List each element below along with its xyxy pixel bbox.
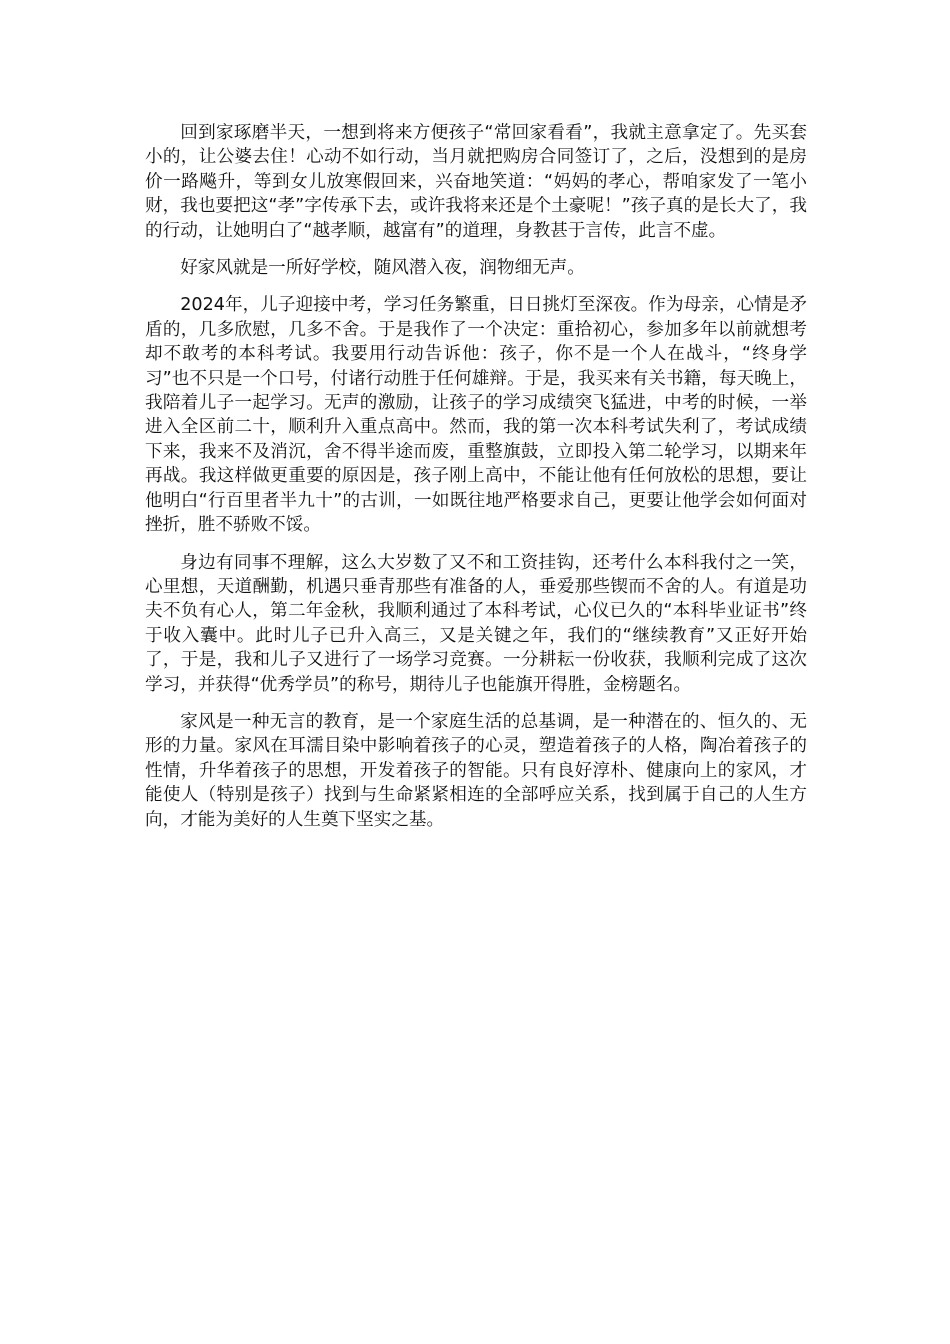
paragraph-5: 家风是一种无言的教育，是一个家庭生活的总基调，是一种潜在的、恒久的、无形的力量。家风在耳濡目染中影响着孩子的心灵，塑造着孩子的人格，陶冶着孩子的性情，升华着孩子的思想，开发着孩子的智能。只有良好淳朴、健康向上的家风，才能使人（特别是孩子）找到与生命紧紧相连的全部呼应关系，找到属于自己的人生方向，才能为美好的人生奠下坚实之基。 [145,711,807,830]
paragraph-1: 回到家琢磨半天，一想到将来方便孩子“常回家看看”，我就主意拿定了。先买套小的，让公婆去住！心动不如行动，当月就把购房合同签订了，之后，没想到的是房价一路飚升，等到女儿放寒假回来，兴奋地笑道：“妈妈的孝心，帮咱家发了一笔小财，我也要把这“孝”字传承下去，或许我将来还是个土豪呢！”孩子真的是长大了，我的行动，让她明白了“越孝顺，越富有”的道理，身教甚于言传，此言不虚。 [145,123,807,241]
paragraph-3: 2024年，儿子迎接中考，学习任务繁重，日日挑灯至深夜。作为母亲，心情是矛盾的，几多欣慰，几多不舍。于是我作了一个决定：重拾初心，参加多年以前就想考却不敢考的本科考试。我要用行动告诉他：孩子，你不是一个人在战斗，“终身学习”也不只是一个口号，付诸行动胜于任何雄辩。于是，我买来有关书籍，每天晚上，我陪着儿子一起学习。无声的激励，让孩子的学习成绩突飞猛进，中考的时候，一举进入全区前二十，顺利升入重点高中。然而，我的第一次本科考试失利了，考试成绩下来，我来不及消沉，舍不得半途而废，重整旗鼓，立即投入第二轮学习，以期来年再战。我这样做更重要的原因是，孩子刚上高中，不能让他有任何放松的思想，要让他明白“行百里者半九十”的古训，一如既往地严格要求自己，更要让他学会如何面对挫折，胜不骄败不馁。 [145,295,807,536]
paragraph-2: 好家风就是一所好学校，随风潜入夜，润物细无声。 [180,258,585,279]
document-body [145,121,807,845]
paragraph-4: 身边有同事不理解，这么大岁数了又不和工资挂钩，还考什么本科我付之一笑，心里想，天道酬勤，机遇只垂青那些有准备的人，垂爱那些锲而不舍的人。有道是功夫不负有心人，第二年金秋，我顺利通过了本科考试，心仪已久的“本科毕业证书”终于收入囊中。此时儿子已升入高三，又是关键之年，我们的“继续教育”又正好开始了，于是，我和儿子又进行了一场学习竞赛。一分耕耘一份收获，我顺利完成了这次学习，并获得“优秀学员”的称号，期待儿子也能旗开得胜，金榜题名。 [145,552,807,695]
